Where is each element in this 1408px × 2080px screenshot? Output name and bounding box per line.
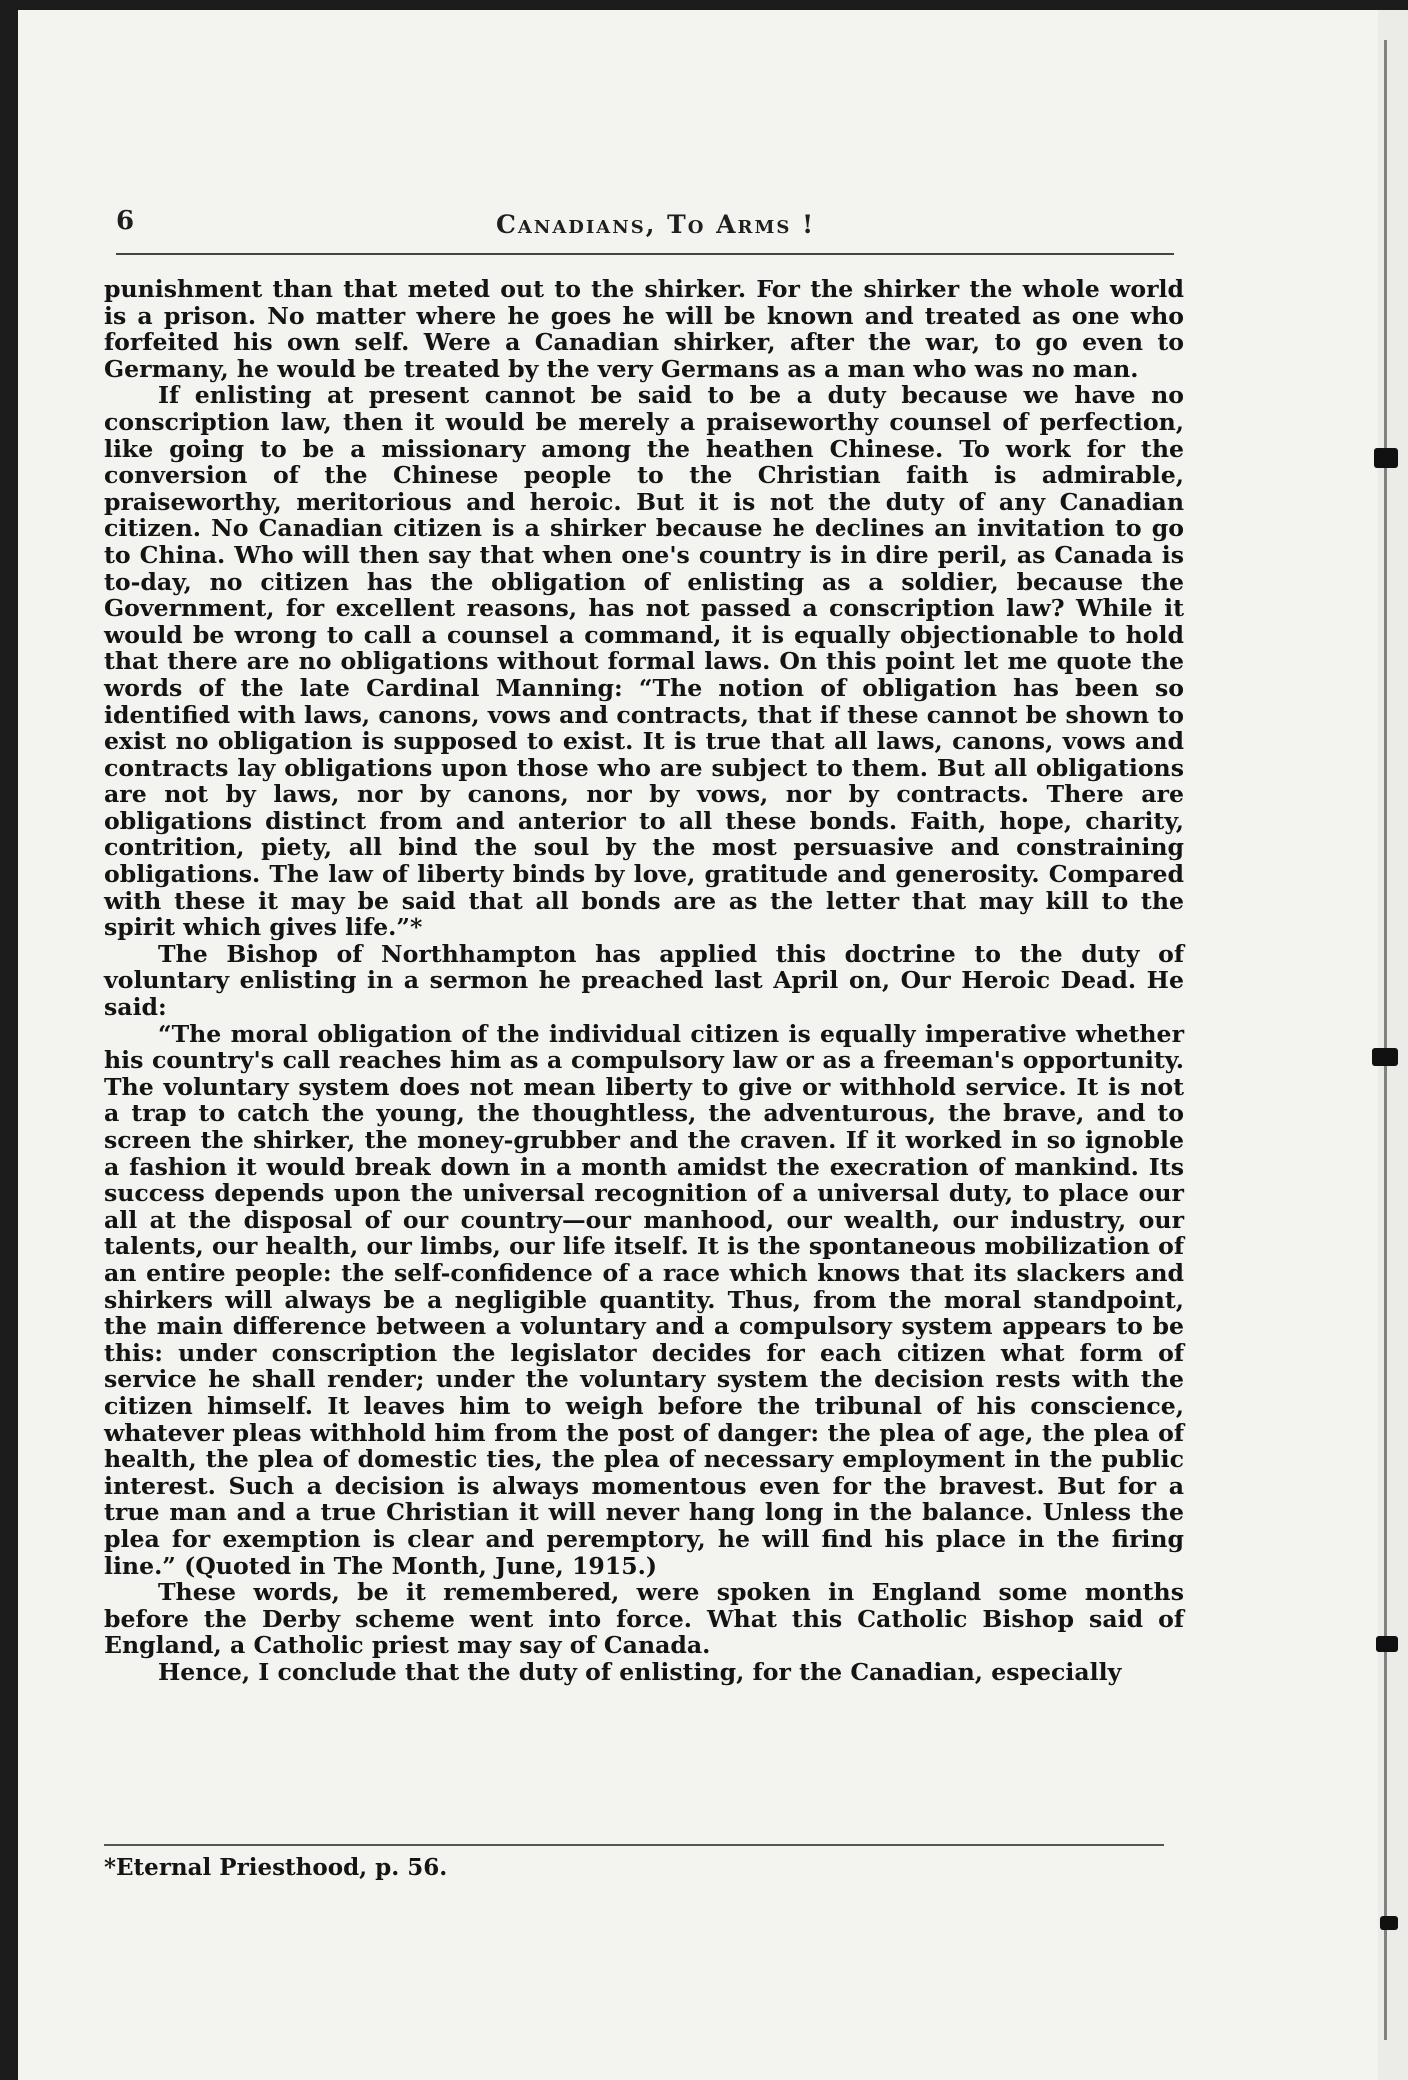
footnote: *Eternal Priesthood, p. 56. <box>104 1854 448 1881</box>
binding-mark <box>1372 1048 1398 1066</box>
paragraph: Hence, I conclude that the duty of enlisting, for the Canadian, especially <box>158 1657 1122 1686</box>
running-head <box>116 206 1176 246</box>
binding-mark <box>1376 1636 1398 1652</box>
binding-line <box>1384 40 1387 2040</box>
paragraph: If enlisting at present cannot be said to be a duty because we have no conscription law, then it would be merely a praiseworthy counsel of perfection, like going to be a missionary among the heathen Chinese. To work for the conversion of the Chinese people to the Christian faith is admirable, praiseworthy, meritorious and heroic. But it is not the duty of any Canadian citizen. No Canadian citizen is a shirker because he declines an invitation to go to China. Who will then say that when one's country is in dire peril, as Canada is to-day, no citizen has the obligation of enlisting as a soldier, because the Government, for excellent reasons, has not passed a conscription law? While it would be wrong to call a counsel a command, it is equally objectionable to hold that there are no obligations without formal laws. On this point let me quote the words of the late Cardinal Manning: “The notion of obligation has been so identified with laws, canons, vows and contracts, that if these cannot be shown to exist no obligation is supposed to exist. It is true that all laws, canons, vows and contracts lay obligations upon those who are subject to them. But all obligations are not by laws, nor by canons, nor by vows, nor by contracts. There are obligations distinct from and anterior to all these bonds. Faith, hope, charity, contrition, piety, all bind the soul by the most persuasive and constraining obligations. The law of liberty binds by love, gratitude and generosity. Compared with these it may be said that all bonds are as the letter that may kill to the spirit which gives life.”* <box>104 381 1184 942</box>
body-text <box>104 276 1184 1685</box>
page-number: 6 <box>116 206 135 236</box>
running-title: Canadians, To Arms ! <box>496 210 816 239</box>
paragraph: The Bishop of Northhampton has applied this doctrine to the duty of voluntary enlisting in a sermon he preached last April on, Our Heroic Dead. He said: <box>104 939 1184 1022</box>
quotation-paragraph: “The moral obligation of the individual citizen is equally imperative whether his country's call reaches him as a compulsory law or as a freeman's opportunity. The voluntary system does not mean liberty to give or withhold service. It is not a trap to catch the young, the thoughtless, the adventurous, the brave, and to screen the shirker, the money-grubber and the craven. If it worked in so ignoble a fashion it would break down in a month amidst the execration of mankind. Its success depends upon the universal recognition of a universal duty, to place our all at the disposal of our country—our manhood, our wealth, our industry, our talents, our health, our limbs, our life itself. It is the spontaneous mobilization of an entire people: the self-confidence of a race which knows that its slackers and shirkers will always be a negligible quantity. Thus, from the moral standpoint, the main difference between a voluntary and a compulsory system appears to be this: under conscription the legislator decides for each citizen what form of service he shall render; under the voluntary system the decision rests with the citizen himself. It leaves him to weigh before the tribunal of his conscience, whatever pleas withhold him from the post of danger: the plea of age, the plea of health, the plea of domestic ties, the plea of necessary employment in the public interest. Such a decision is always momentous even for the bravest. But for a true man and a true Christian it will never hang long in the balance. Unless the plea for exemption is clear and peremptory, he will find his place in the firing line.” (Quoted in The Month, June, 1915.) <box>104 1019 1184 1580</box>
adjacent-page-edge <box>1378 10 1408 2080</box>
binding-mark <box>1380 1916 1398 1930</box>
paragraph: punishment than that meted out to the shirker. For the shirker the whole world is a prison. No matter where he goes he will be known and treated as one who forfeited his own self. Were a Canadian shirker, after the war, to go even to Germany, he would be treated by the very Germans as a man who was no man. <box>104 275 1184 383</box>
footnote-rule <box>104 1844 1164 1846</box>
binding-mark <box>1374 448 1398 468</box>
paragraph: These words, be it remembered, were spoken in England some months before the Derby scheme went into force. What this Catholic Bishop said of England, a Catholic priest may say of Canada. <box>104 1578 1184 1660</box>
header-rule <box>116 253 1174 255</box>
